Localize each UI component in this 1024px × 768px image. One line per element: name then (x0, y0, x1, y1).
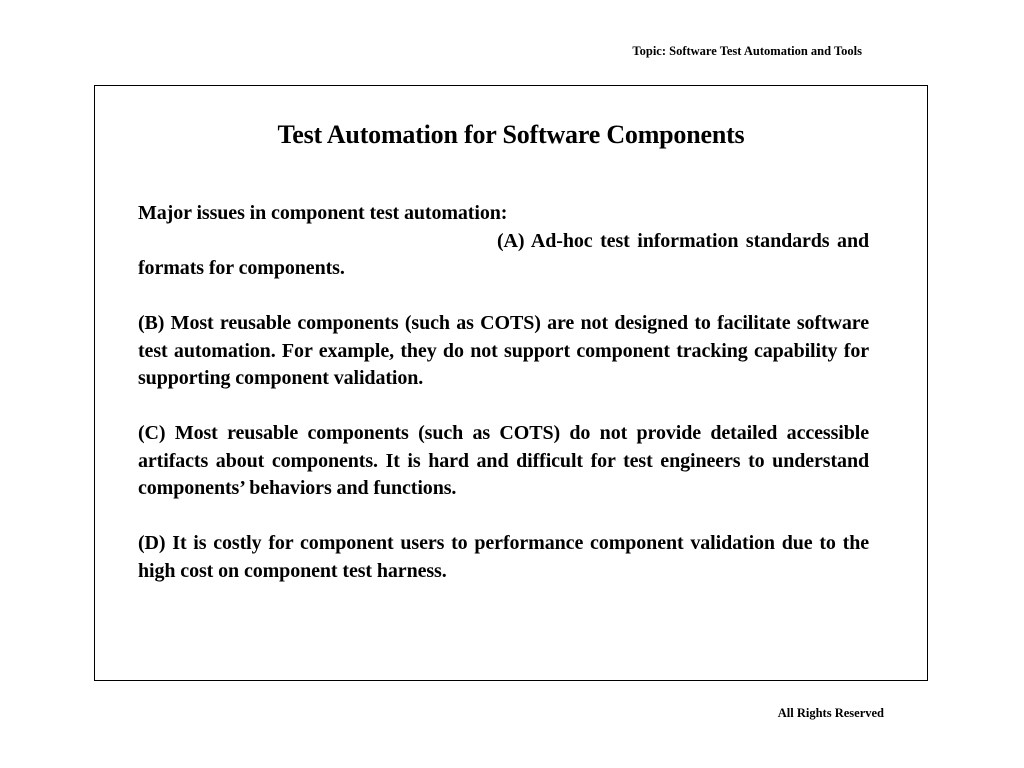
rights-footer: All Rights Reserved (777, 706, 884, 720)
topic-header: Topic: Software Test Automation and Tools (632, 44, 862, 58)
issue-item-c: (C) Most reusable components (such as COTS) do not provide detailed accessible artifacts about components. It is hard and difficult for test engineers to understand components’ behaviors and functions. (138, 422, 869, 499)
issue-item-d: (D) It is costly for component users to performance component validation due to the high cost on component test harness. (138, 532, 869, 582)
slide-body (138, 200, 869, 613)
slide-frame (94, 85, 928, 681)
issue-item-b: (B) Most reusable components (such as COTS) are not designed to facilitate software test automation. For example, they do not support component tracking capability for supporting component validation. (138, 312, 869, 389)
issue-item-a: (A) Ad-hoc test information standards and formats for components. (138, 229, 869, 279)
slide-title: Test Automation for Software Components (277, 120, 745, 149)
intro-text: Major issues in component test automation: (138, 202, 508, 224)
